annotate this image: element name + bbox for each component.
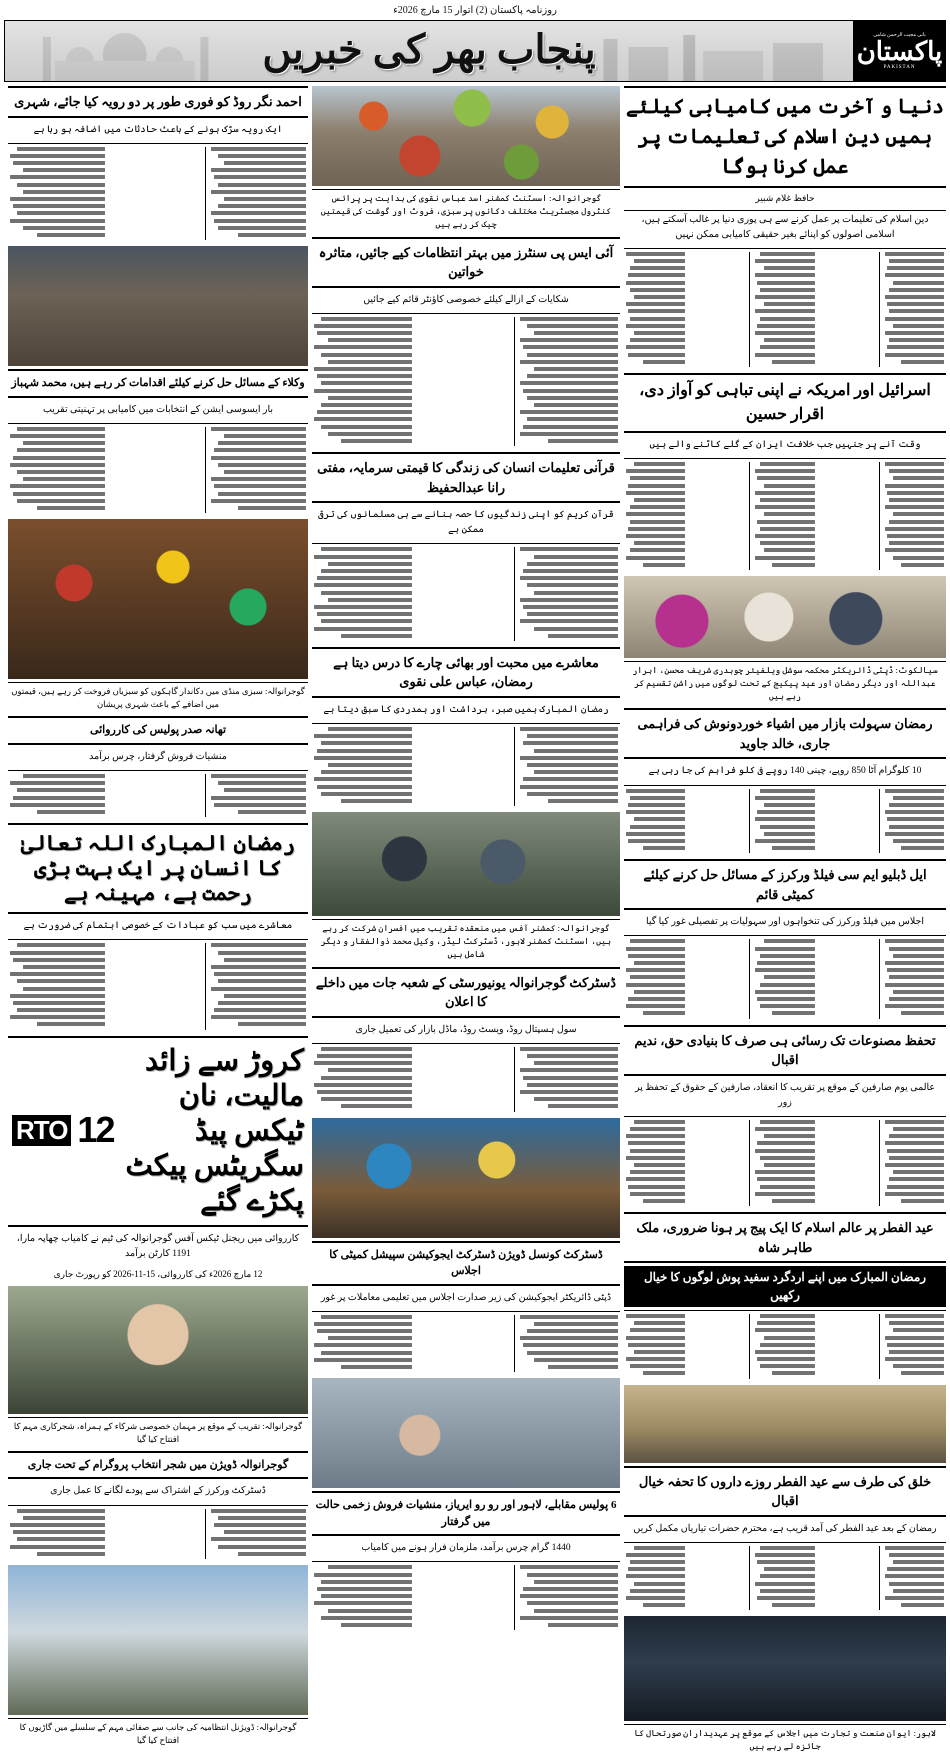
left-story3-subhead: منشیات فروش گرفتار، چرس برآمد bbox=[89, 751, 227, 762]
story3-body bbox=[624, 785, 946, 857]
mid-story6-body bbox=[312, 1561, 620, 1633]
column-right bbox=[624, 86, 946, 1758]
mid-story5-body bbox=[312, 1311, 620, 1376]
mid-story5-subhead: ڈپٹی ڈائریکٹر ایجوکیشن کی زیر صدارت اجلاس میں تعلیمی معاملات پر غور bbox=[320, 1292, 612, 1303]
mid-story3-headline: معاشرے میں محبت اور بھائی چارے کا درس دیتا ہے رمضان، عباس علی نقوی bbox=[312, 647, 620, 698]
photo-caption-officials: گوجرانوالہ: کمشنر آفس میں منعقدہ تقریب میں افسران شرکت کر رہے ہیں، اسسٹنٹ کمشنر لاہور، ڈسٹرکٹ لیڈر، وکیل محمد ذوالفقار و دیگر شامل ہیں bbox=[312, 919, 620, 964]
page-columns bbox=[4, 86, 946, 1758]
photo-caption-conference: لاہور: ایوان صنعت و تجارت میں اجلاس کے موقع پر عہدیداران صورتحال کا جائزہ لے رہے ہیں bbox=[624, 1724, 946, 1755]
left-story2-headline: وکلاء کے مسائل حل کرنے کیلئے اقدامات کر رہے ہیں، محمد شہباز bbox=[8, 369, 308, 398]
story5-headline: تحفظ مصنوعات تک رسائی ہی صرف کا بنیادی حق، ندیم اقبال bbox=[624, 1025, 946, 1076]
left-story3-body bbox=[8, 770, 308, 820]
story7-body bbox=[624, 1542, 946, 1614]
left-story5-body bbox=[8, 1505, 308, 1562]
left-story1-body bbox=[8, 143, 308, 243]
mid-story6-headline: 6 پولیس مقابلے، لاہور اور رو رو ایریاز، منشیات فروش زخمی حالت میں گرفتار bbox=[312, 1491, 620, 1536]
story7-subhead: رمضان کے بعد عید الفطر کی آمد قریب ہے، محترم حضرات تیاریاں مکمل کریں bbox=[633, 1523, 937, 1534]
rto-banner-subhead: کارروائی میں ریجنل ٹیکس آفس گوجرانوالہ کی ٹیم نے کامیاب چھاپہ مارا، 1191 کارٹن برآمد bbox=[16, 1233, 300, 1259]
mid-story6-subhead: 1440 گرام چرس برآمد، ملزمان فرار ہونے میں کامیاب bbox=[361, 1543, 571, 1554]
mid-story4-subhead: سول ہسپتال روڈ، ویسٹ روڈ، ماڈل بازار کی تعمیل جاری bbox=[355, 1024, 577, 1035]
left-story2-subhead: بار ایسوسی ایشن کے انتخابات میں کامیابی پر تہنیتی تقریب bbox=[42, 404, 274, 415]
story4-subhead: اجلاس میں فیلڈ ورکرز کی تنخواہوں اور سہولیات پر تفصیلی غور کیا گیا bbox=[646, 917, 924, 928]
photo-conference-hall bbox=[624, 1616, 946, 1720]
mid-story4-headline: ڈسٹرکٹ گوجرانوالہ یونیورسٹی کے شعبہ جات میں داخلے کا اعلان bbox=[312, 967, 620, 1018]
mid-story1-subhead: شکایات کے ازالے کیلئے خصوصی کاؤنٹر قائم کیے جائیں bbox=[363, 294, 569, 305]
photo-two-men bbox=[8, 246, 308, 366]
story2-subhead: وقت آنے پر جنہیں جب خلافت ایران کے گلے کاٹنے والے ہیں bbox=[649, 439, 921, 450]
ramzan-feature-headline: رمضان المبارک اللہ تعالیٰ کا انسان پر ایک بہت بڑی رحمت ہے، مہینہ ہے bbox=[8, 823, 308, 914]
ramzan-feature-subhead: معاشرے میں سب کو عبادات کے خصوصی اہتمام کی ضرورت ہے bbox=[23, 921, 293, 932]
story2-headline: اسرائیل اور امریکہ نے اپنی تباہی کو آواز دی، اقرار حسین bbox=[624, 373, 946, 433]
paper-logo bbox=[853, 21, 945, 81]
photo-caption-tree-planting: گوجرانوالہ: تقریب کے موقع پر مہمان خصوصی شرکاء کے ہمراہ، شجرکاری مہم کا افتتاح کیا گیا bbox=[8, 1417, 308, 1448]
photo-tree-planting bbox=[8, 1286, 308, 1414]
left-story1-headline: احمد نگر روڈ کو فوری طور پر دو رویہ کیا جائے، شہری bbox=[8, 86, 308, 118]
lead-body bbox=[624, 248, 946, 370]
logo-tagline: بانی مجیب الرحمن شامی bbox=[873, 32, 926, 38]
lead-byline: حافظ غلام شبیر bbox=[755, 193, 815, 203]
dateline: روزنامہ پاکستان (2) اتوار 15 مارچ 2026ء bbox=[393, 5, 557, 16]
story5-subhead: عالمی یوم صارفین کے موقع پر تقریب کا انعقاد، صارفین کے حقوق کے تحفظ پر زور bbox=[634, 1082, 936, 1108]
photo-vegetable-shop bbox=[8, 519, 308, 679]
story3-subhead: 10 کلوگرام آٹا 850 روپے، چینی 140 روپے فی کلو فراہم کی جا رہی ہے bbox=[648, 766, 922, 777]
story6-body bbox=[624, 1310, 946, 1382]
rto-banner-note: 12 مارچ 2026ء کی کارروائی، 15-11-2026 کو رپورٹ جاری bbox=[53, 1269, 263, 1280]
masthead bbox=[4, 20, 946, 82]
lead-headline: دنیا و آخرت میں کامیابی کیلئے ہمیں دین اسلام کی تعلیمات پر عمل کرنا ہوگا bbox=[624, 86, 946, 188]
rto-banner-number: 12 bbox=[77, 1109, 114, 1151]
logo-english: PAKISTAN bbox=[883, 65, 916, 71]
mid-story2-body bbox=[312, 543, 620, 643]
photo-ration-distribution bbox=[624, 576, 946, 658]
photo-caption-ration: سیالکوٹ: ڈپٹی ڈائریکٹر محکمہ سوشل ویلفیئر چوہدری شریف محسن، ابرار عبداللہ اور دیگر رمضان اور عید پیکیج کے تحت لوگوں میں راشن تقسیم کر رہے ہیں bbox=[624, 661, 946, 706]
rto-banner-headline bbox=[8, 1036, 308, 1227]
photo-caption-vegetable-shop: گوجرانوالہ: سبزی منڈی میں دکاندار گاہکوں کو سبزیاں فروخت کر رہے ہیں، قیمتوں میں اضافے کے باعث شہری پریشان bbox=[8, 682, 308, 713]
mid-story3-body bbox=[312, 723, 620, 809]
photo-sanitation-vehicles bbox=[8, 1565, 308, 1715]
photo-officials-group bbox=[312, 812, 620, 916]
story4-headline: ایل ڈبلیو ایم سی فیلڈ ورکرز کے مسائل حل کرنے کیلئے کمیٹی قائم bbox=[624, 859, 946, 910]
story6-headline: عید الفطر پر عالم اسلام کا ایک پیج پر ہونا ضروری، ملک طاہر شاہ bbox=[624, 1212, 946, 1263]
photo-caption-market: گوجرانوالہ: اسسٹنٹ کمشنر اسد عباس نقوی کی ہدایت پر پرائس کنٹرول مجسٹریٹ مختلف دکانوں پر سبزی، فروٹ اور گوشت کی قیمتیں چیک کر رہے ہیں bbox=[312, 189, 620, 234]
mid-story1-headline: آئی ایس پی سنٹرز میں بہتر انتظامات کیے جائیں، متاثرہ خواتین bbox=[312, 237, 620, 288]
left-story5-subhead: ڈسٹرکٹ ورکرز کے اشتراک سے پودے لگانے کا عمل جاری bbox=[50, 1486, 266, 1497]
story6-subhead: رمضان المبارک میں اپنے اردگرد سفید پوش لوگوں کا خیال رکھیں bbox=[624, 1266, 946, 1307]
photo-meeting-hall bbox=[624, 1385, 946, 1463]
story7-headline: خلق کی طرف سے عید الفطر روزے داروں کا تحفہ خیال اقبال bbox=[624, 1466, 946, 1517]
mid-story3-subhead: رمضان المبارک ہمیں صبر، برداشت اور ہمدردی کا سبق دیتا ہے bbox=[323, 704, 609, 715]
column-left bbox=[8, 86, 308, 1758]
rto-banner-text: کروڑ سے زائد مالیت، نان ٹیکس پیڈ سگریٹس پیکٹ پکڑے گئے bbox=[125, 1044, 304, 1217]
story5-body bbox=[624, 1116, 946, 1209]
lead-subhead: دین اسلام کی تعلیمات پر عمل کرنے سے ہی پوری دنیا پر غالب آسکتے ہیں، اسلامی اصولوں کو اپنائے بغیر حقیقی کامیابی ممکن نہیں bbox=[624, 210, 946, 245]
left-story3-headline: تھانہ صدر پولیس کی کارروائی bbox=[8, 716, 308, 745]
ramzan-feature-body bbox=[8, 939, 308, 1032]
mid-story1-body bbox=[312, 313, 620, 449]
photo-street-stall bbox=[312, 1118, 620, 1238]
rto-banner-tag: RTO bbox=[12, 1115, 71, 1146]
photo-caption-sanitation: گوجرانوالہ: ڈویژنل انتظامیہ کی جانب سے صفائی مہم کے سلسلے میں گاڑیوں کا افتتاح کیا گیا bbox=[8, 1718, 308, 1749]
logo-name: پاکستان bbox=[856, 36, 943, 66]
mid-story5-headline: ڈسٹرکٹ کونسل ڈویژن ڈسٹرکٹ ایجوکیشن سپیشل کمیٹی کا اجلاس bbox=[312, 1241, 620, 1286]
left-story1-subhead: ایک رویہ سڑک ہونے کے باعث حادثات میں اضافہ ہو رہا ہے bbox=[33, 124, 283, 135]
mid-story2-headline: قرآنی تعلیمات انسان کی زندگی کا قیمتی سرمایہ، مفتی رانا عبدالحفیظ bbox=[312, 452, 620, 503]
mid-story2-subhead: قرآن کریم کو اپنی زندگیوں کا حصہ بنانے سے ہی مسلمانوں کی ترقی ممکن ہے bbox=[318, 510, 614, 536]
page-title: پنجاب بھر کی خبریں bbox=[262, 26, 596, 72]
masthead-skyline-image bbox=[5, 21, 853, 81]
photo-vegetable-market bbox=[312, 86, 620, 186]
column-middle bbox=[312, 86, 620, 1758]
photo-clinic-visit bbox=[312, 1378, 620, 1488]
story3-headline: رمضان سہولت بازار میں اشیاء خوردونوش کی فراہمی جاری، خالد جاوید bbox=[624, 708, 946, 759]
story4-body bbox=[624, 935, 946, 1021]
mid-story4-body bbox=[312, 1043, 620, 1115]
left-story5-headline: گوجرانوالہ ڈویژن میں شجر انتخاب پروگرام کے تحت جاری bbox=[8, 1451, 308, 1480]
left-story2-body bbox=[8, 423, 308, 516]
story2-body bbox=[624, 458, 946, 573]
